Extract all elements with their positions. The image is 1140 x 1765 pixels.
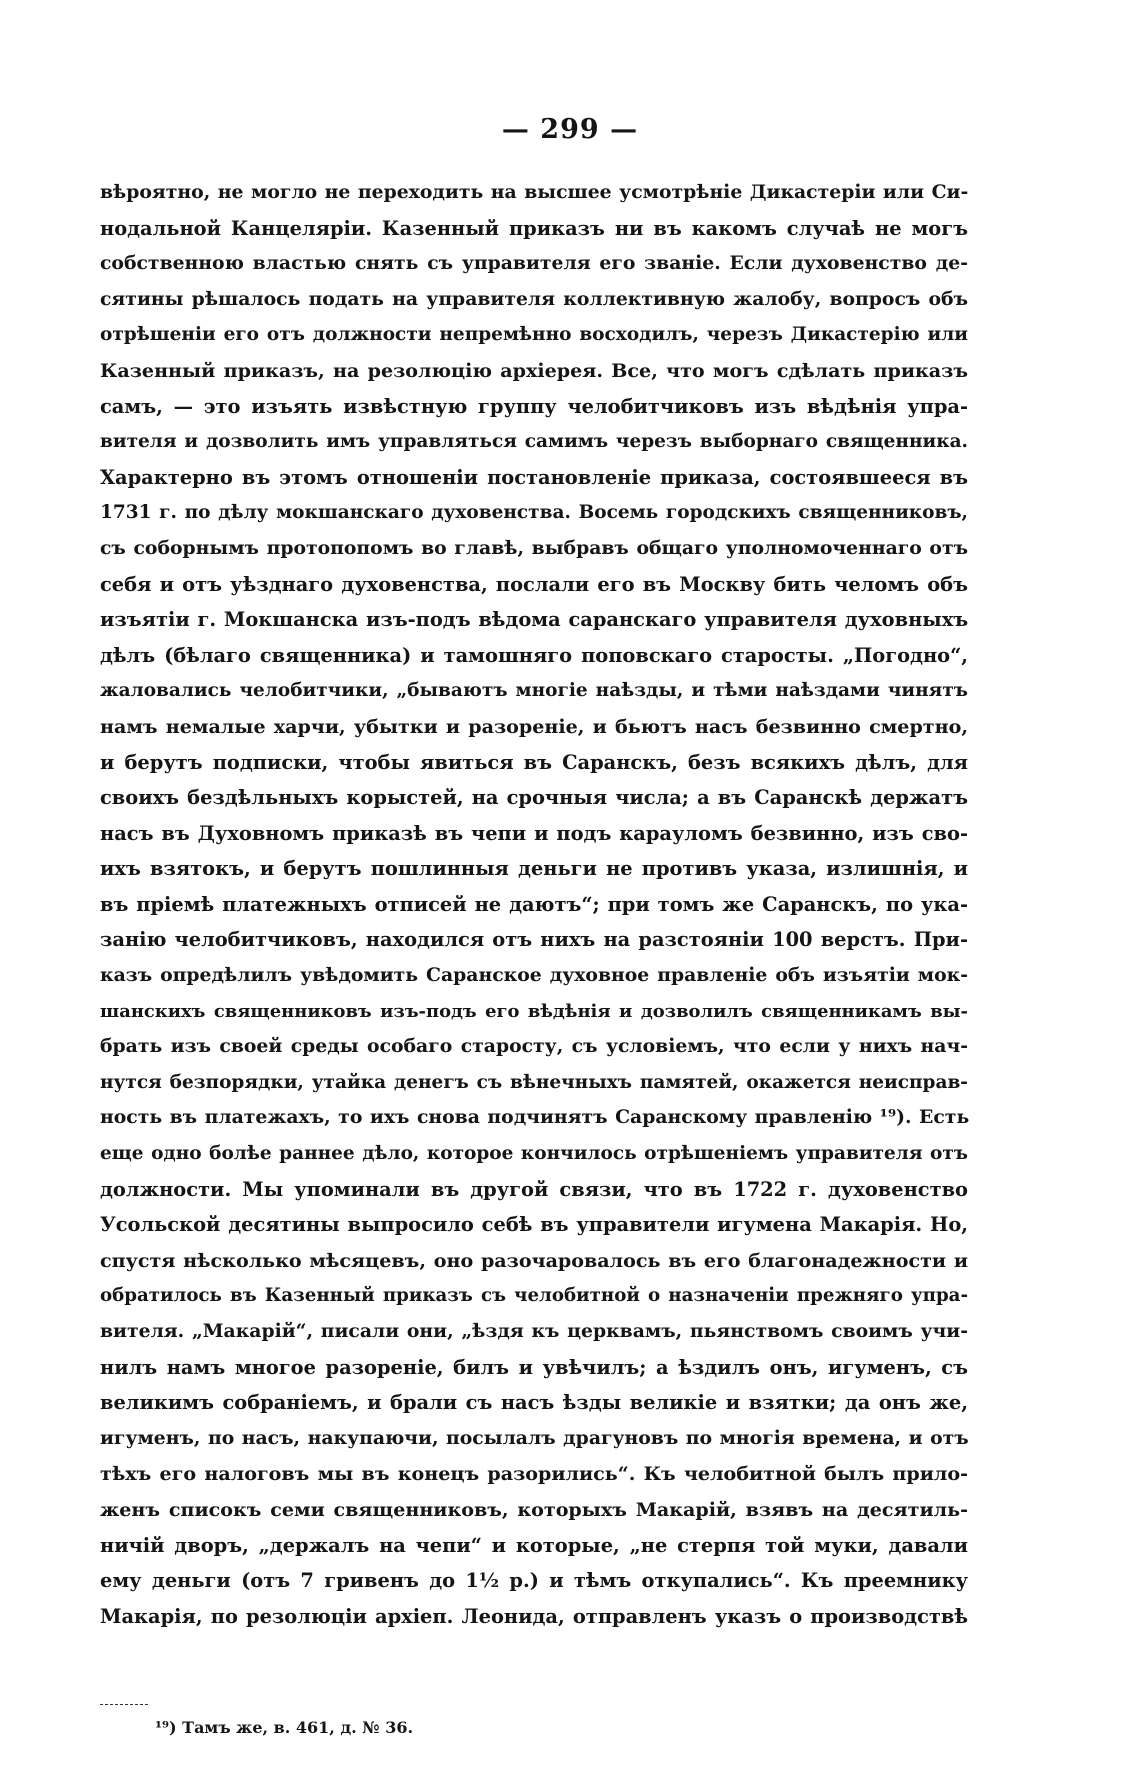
- text-line: вѣроятно, не могло не переходить на высшее усмотрѣніе Дикастеріи или Си-: [100, 181, 969, 203]
- text-line: самъ, — это изъять извѣстную группу челобитчиковъ изъ вѣдѣнія упра-: [100, 394, 968, 418]
- text-line: 1731 г. по дѣлу мокшанскаго духовенства. Восемь городскихъ священниковъ,: [100, 502, 968, 524]
- text-line: и берутъ подписки, чтобы явиться въ Саранскъ, безъ всякихъ дѣлъ, для: [100, 750, 968, 774]
- text-line: нодальной Канцеляріи. Казенный приказъ ни въ какомъ случаѣ не могъ: [100, 216, 968, 240]
- text-line: ему деньги (отъ 7 гривенъ до 1½ р.) и тѣмъ откупались“. Къ преемнику: [100, 1569, 968, 1593]
- text-line: нилъ намъ многое разореніе, билъ и увѣчилъ; а ѣздилъ онъ, игуменъ, съ: [100, 1355, 968, 1379]
- text-line: должности. Мы упоминали въ другой связи, что въ 1722 г. духовенство: [100, 1177, 968, 1201]
- text-line: въ пріемѣ платежныхъ отписей не даютъ“; при томъ же Саранскъ, по ука-: [100, 892, 968, 916]
- text-line: тѣхъ его налоговъ мы въ конецъ разорились“. Къ челобитной былъ прило-: [100, 1462, 968, 1486]
- text-line: Характерно въ этомъ отношеніи постановленіе приказа, состоявшееся въ: [100, 465, 968, 489]
- text-line: отрѣшеніи его отъ должности непремѣнно восходилъ, черезъ Дикастерію или: [100, 324, 968, 346]
- text-line: сятины рѣшалось подать на управителя коллективную жалобу, вопросъ объ: [100, 287, 968, 310]
- text-line: съ соборнымъ протопопомъ во главѣ, выбравъ общаго уполномоченнаго отъ: [100, 536, 968, 559]
- text-line: Усольской десятины выпросило себѣ въ управители игумена Макарія. Но,: [100, 1213, 968, 1237]
- footnote-divider: [100, 1704, 148, 1705]
- text-line: еще одно болѣе раннее дѣло, которое кончилось отрѣшеніемъ управителя отъ: [100, 1143, 968, 1165]
- text-line: дѣлъ (бѣлаго священника) и тамошняго поповскаго старосты. „Погодно“,: [100, 643, 968, 667]
- text-line: спустя нѣсколько мѣсяцевъ, оно разочаровалось въ его благонадежности и: [100, 1248, 968, 1272]
- text-line: намъ немалые харчи, убытки и разореніе, и бьютъ насъ безвинно смертно,: [100, 714, 968, 738]
- text-line: великимъ собраніемъ, и брали съ насъ ѣзды великіе и взятки; да онъ же,: [100, 1391, 968, 1415]
- text-line: женъ списокъ семи священниковъ, которыхъ Макарій, взявъ на десятиль-: [100, 1497, 968, 1521]
- text-line: нутся безпорядки, утайка денегъ съ вѣнечныхъ памятей, окажется неисправ-: [100, 1071, 968, 1093]
- text-line: вителя и дозволить имъ управляться самимъ черезъ выборнаго священника.: [100, 431, 968, 453]
- text-line: жаловались челобитчики, „бываютъ многіе наѣзды, и тѣми наѣздами чинятъ: [100, 680, 968, 702]
- text-line: занію челобитчиковъ, находился отъ нихъ на разстояніи 100 верстъ. При-: [100, 928, 968, 952]
- text-line: своихъ бездѣльныхъ корыстей, на срочныя числа; а въ Саранскѣ держатъ: [100, 786, 968, 810]
- text-line: собственною властью снять съ управителя его званіе. Если духовенство де-: [100, 252, 968, 275]
- text-line: себя и отъ уѣзднаго духовенства, послали его въ Москву бить челомъ объ: [100, 572, 968, 596]
- text-line: насъ въ Духовномъ приказѣ въ чепи и подъ карауломъ безвинно, изъ сво-: [100, 821, 968, 845]
- text-line: ихъ взятокъ, и берутъ пошлинныя деньги не противъ указа, излишнія, и: [100, 857, 968, 881]
- text-line: изъятіи г. Мокшанска изъ-подъ вѣдома саранскаго управителя духовныхъ: [100, 608, 969, 632]
- footnote: ¹⁹) Тамъ же, в. 461, д. № 36.: [155, 1718, 414, 1737]
- text-line: Макарія, по резолюціи архіеп. Леонида, отправленъ указъ о производствѣ: [100, 1604, 968, 1628]
- text-line: вителя. „Макарій“, писали они, „ѣздя къ церквамъ, пьянствомъ своимъ учи-: [100, 1320, 968, 1342]
- text-line: ность въ платежахъ, то ихъ снова подчинятъ Саранскому правленію ¹⁹). Есть: [100, 1106, 970, 1129]
- text-line: казъ опредѣлилъ увѣдомить Саранское духовное правленіе объ изъятіи мок-: [100, 964, 968, 987]
- text-line: игуменъ, по насъ, накупаючи, посылалъ драгуновъ по многія времена, и отъ: [100, 1426, 969, 1449]
- text-line: шанскихъ священниковъ изъ-подъ его вѣдѣнія и дозволилъ священникамъ вы-: [100, 1000, 968, 1022]
- text-line: брать изъ своей среды особаго старосту, съ условіемъ, что если у нихъ нач-: [100, 1035, 968, 1058]
- page-number: — 299 —: [501, 114, 639, 145]
- text-line: обратилось въ Казенный приказъ съ челобитной о назначеніи прежняго упра-: [100, 1285, 968, 1307]
- text-line: Казенный приказъ, на резолюцію архіерея. Все, что могъ сдѣлать приказъ: [100, 358, 968, 382]
- text-line: ничій дворъ, „держалъ на чепи“ и которые, „не стерпя той муки, давали: [100, 1533, 968, 1557]
- body-text: [100, 175, 968, 1634]
